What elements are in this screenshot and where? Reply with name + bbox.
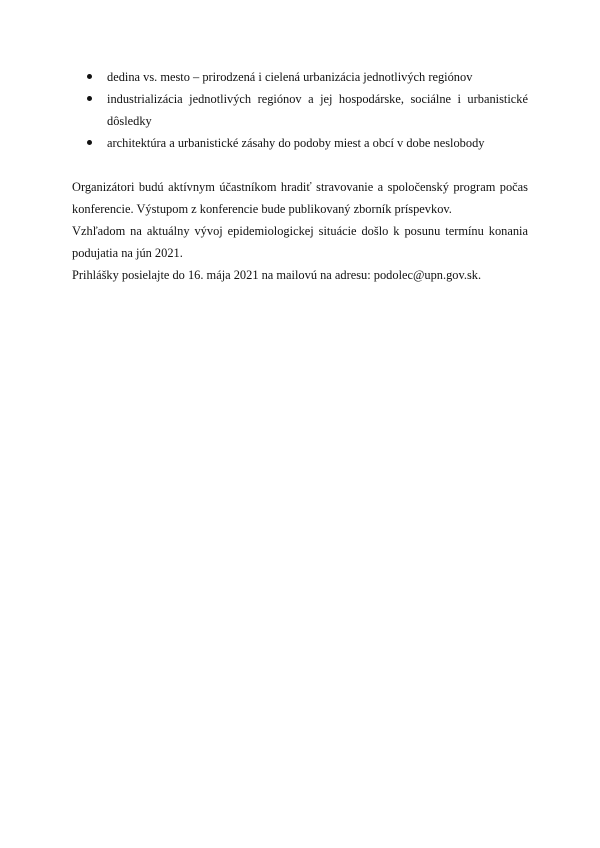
list-item xyxy=(72,88,528,132)
list-item-text: industrializácia jednotlivých regiónov a jej hospodárske, sociálne i urbanistické dôsledky xyxy=(107,92,528,128)
paragraph-catering: Organizátori budú aktívnym účastníkom hradiť stravovanie a spoločenský program počas konferencie. Výstupom z konferencie bude publikovaný zborník príspevkov. xyxy=(72,180,528,216)
bullet-icon xyxy=(87,96,92,101)
list-item xyxy=(72,66,528,88)
section-gap xyxy=(72,154,528,176)
document-body xyxy=(72,66,528,286)
list-item-text: architektúra a urbanistické zásahy do podoby miest a obcí v dobe neslobody xyxy=(107,136,485,150)
list-item-text: dedina vs. mesto – prirodzená i cielená urbanizácia jednotlivých regiónov xyxy=(107,70,473,84)
bullet-icon xyxy=(87,140,92,145)
list-item xyxy=(72,132,528,154)
paragraph-application: Prihlášky posielajte do 16. mája 2021 na mailovú na adresu: podolec@upn.gov.sk. xyxy=(72,268,482,282)
bullet-icon xyxy=(87,74,92,79)
paragraph-date-change: Vzhľadom na aktuálny vývoj epidemiologickej situácie došlo k posunu termínu konania podujatia na jún 2021. xyxy=(72,224,528,260)
topic-list xyxy=(72,66,528,154)
